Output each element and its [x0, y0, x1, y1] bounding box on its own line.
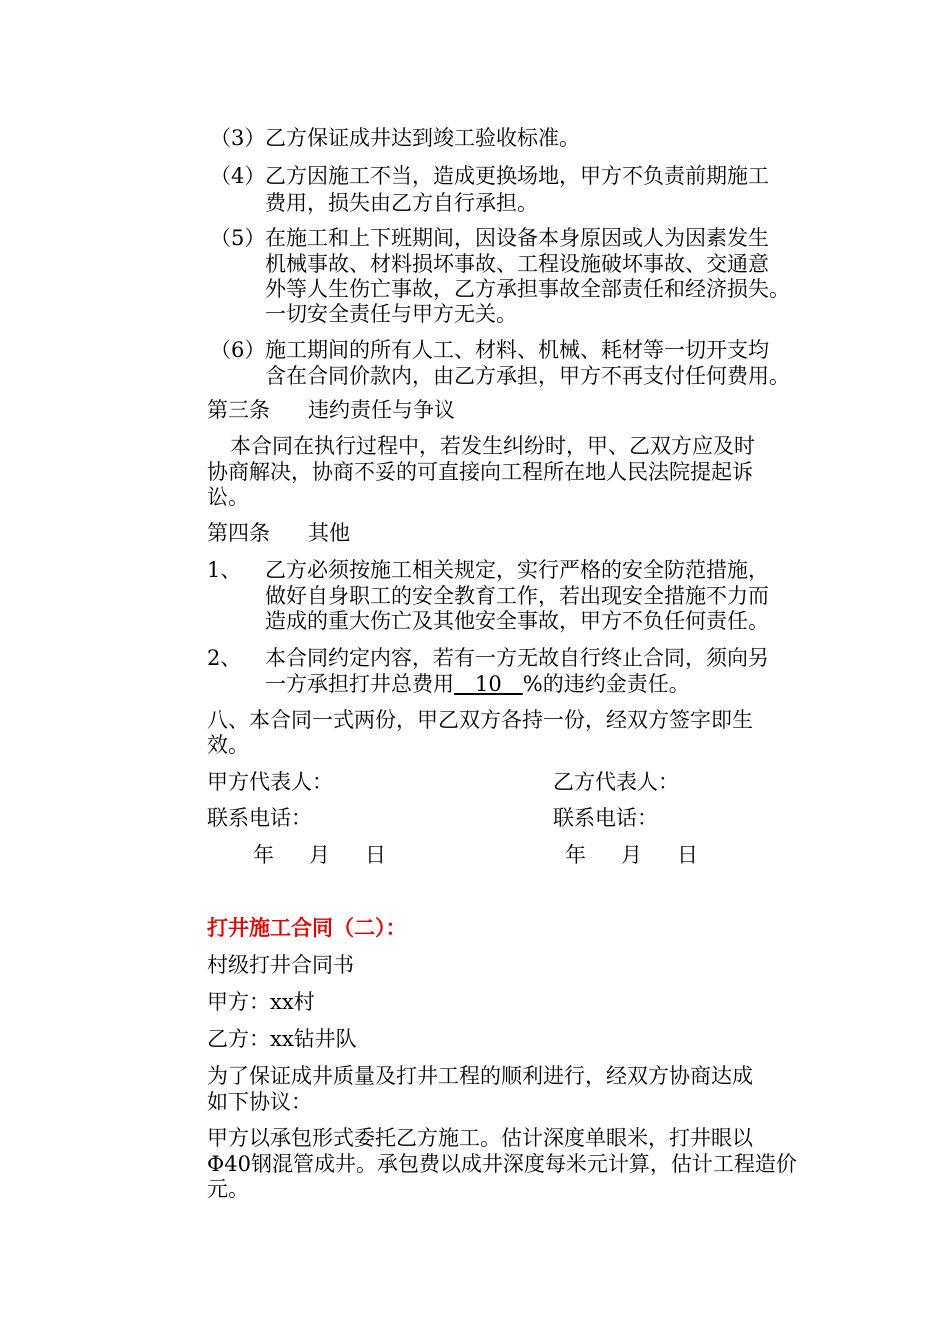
paragraph-line: 协商解决，协商不妥的可直接向工程所在地人民法院提起诉 [207, 460, 753, 484]
paragraph-line: 甲方以承包形式委托乙方施工。估计深度单眼米，打井眼以 [207, 1126, 753, 1150]
paragraph-line: 本合同在执行过程中，若发生纠纷时，甲、乙双方应及时 [230, 434, 755, 458]
date-year-label: 年 [253, 843, 274, 867]
item-text-line: 乙方因施工不当，造成更换场地，甲方不负责前期施工 [265, 164, 769, 188]
paragraph-line: 如下协议： [207, 1090, 312, 1114]
item-number: （3） [210, 126, 266, 150]
text-segment: 一方承担打井总费用 [265, 672, 454, 696]
date-day-label: 日 [677, 843, 698, 867]
item-number: 2、 [207, 646, 242, 670]
party-a-representative-label: 甲方代表人： [207, 770, 333, 794]
item-text-line: 造成的重大伤亡及其他安全事故，甲方不负任何责任。 [265, 609, 769, 633]
party-a-phone-label: 联系电话： [207, 806, 312, 830]
paragraph-line: 讼。 [207, 485, 249, 509]
party-b-line: 乙方：xx钻井队 [207, 1027, 357, 1051]
section-title: 打井施工合同（二）： [207, 915, 407, 940]
item-text-line: 外等人生伤亡事故，乙方承担事故全部责任和经济损失。 [265, 277, 790, 301]
article-heading-title: 其他 [308, 521, 350, 545]
paragraph-line: 为了保证成井质量及打井工程的顺利进行，经双方协商达成 [207, 1064, 753, 1088]
item-number: （4） [210, 164, 266, 188]
item-text-line: 乙方保证成井达到竣工验收标准。 [265, 126, 580, 150]
penalty-rate-blank: 10 [454, 672, 523, 696]
item-number: 1、 [207, 558, 242, 582]
text-segment: %的违约金责任。 [522, 672, 690, 696]
party-a-line: 甲方：xx村 [207, 990, 315, 1014]
item-text-line: 一切安全责任与甲方无关。 [265, 302, 517, 326]
item-text-line: 在施工和上下班期间，因设备本身原因或人为因素发生 [265, 226, 769, 250]
item-text-line: 机械事故、材料损坏事故、工程设施破坏事故、交通意 [265, 252, 769, 276]
item-text-line: 含在合同价款内，由乙方承担，甲方不再支付任何费用。 [265, 364, 790, 388]
paragraph-line: 效。 [207, 733, 249, 757]
date-month-label: 月 [621, 843, 642, 867]
party-b-representative-label: 乙方代表人： [553, 770, 679, 794]
paragraph-line: Φ40钢混管成井。承包费以成井深度每米元计算，估计工程造价 [207, 1152, 797, 1176]
date-year-label: 年 [565, 843, 586, 867]
item-number: （6） [210, 338, 266, 362]
item-number: （5） [210, 226, 266, 250]
article-heading-title: 违约责任与争议 [308, 398, 455, 422]
party-b-phone-label: 联系电话： [553, 806, 658, 830]
contract-subtitle: 村级打井合同书 [207, 953, 354, 977]
article-heading-number: 第三条 [207, 398, 270, 422]
item-text-line: 本合同约定内容，若有一方无故自行终止合同，须向另 [265, 646, 769, 670]
paragraph-line: 八、本合同一式两份，甲乙双方各持一份，经双方签字即生 [207, 708, 753, 732]
article-heading-number: 第四条 [207, 521, 270, 545]
paragraph-line: 元。 [207, 1177, 249, 1201]
item-text-line [265, 670, 690, 698]
item-text-line: 做好自身职工的安全教育工作，若出现安全措施不力而 [265, 584, 769, 608]
date-month-label: 月 [309, 843, 330, 867]
date-day-label: 日 [365, 843, 386, 867]
item-text-line: 施工期间的所有人工、材料、机械、耗材等一切开支均 [265, 338, 769, 362]
item-text-line: 费用，损失由乙方自行承担。 [265, 191, 538, 215]
item-text-line: 乙方必须按施工相关规定，实行严格的安全防范措施， [265, 558, 769, 582]
